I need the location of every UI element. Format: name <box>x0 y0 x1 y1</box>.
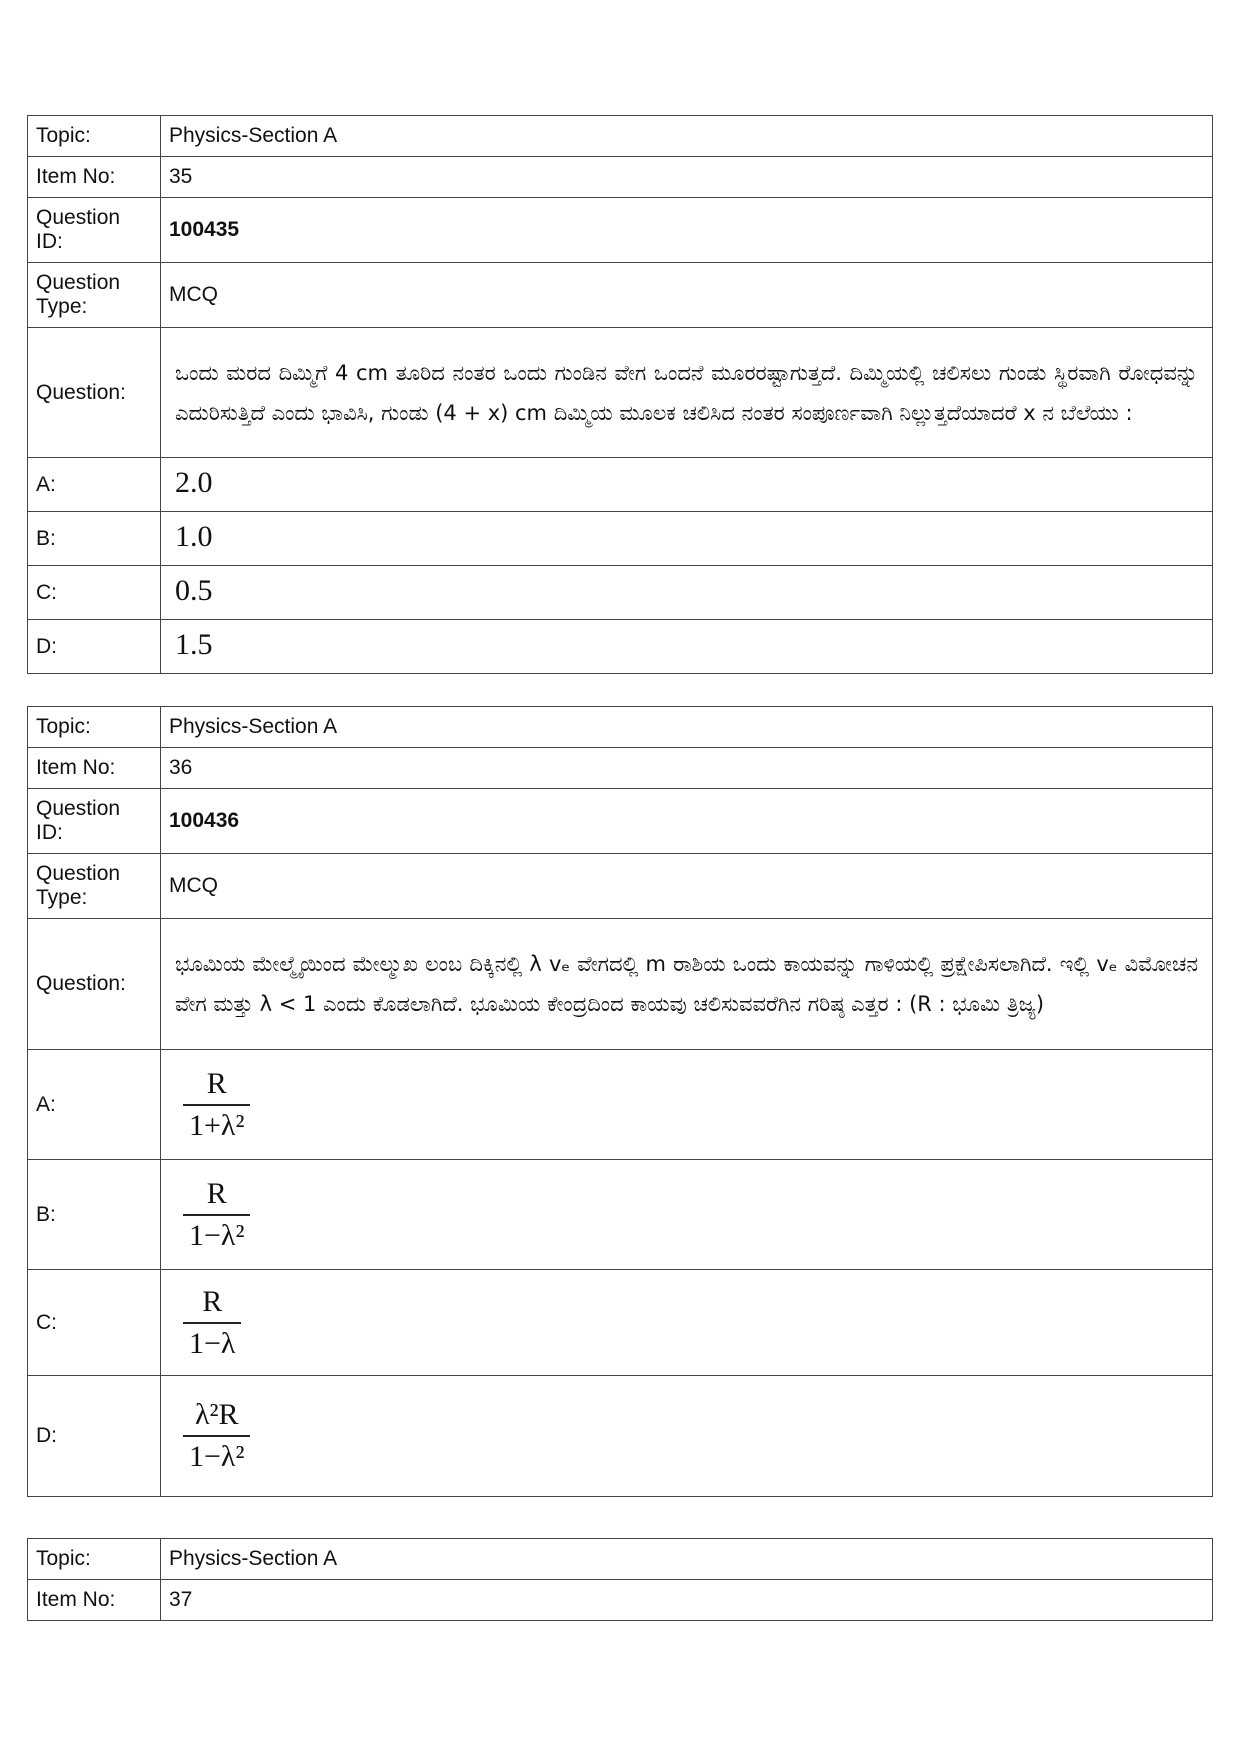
item-no-label: Item No: <box>28 748 161 789</box>
option-label-c: C: <box>28 566 161 620</box>
option-label-a: A: <box>28 458 161 512</box>
question-label: Question: <box>28 328 161 458</box>
option-label-c: C: <box>28 1270 161 1376</box>
option-value-c: 0.5 <box>175 574 213 607</box>
fraction-denominator: 1−λ <box>183 1322 241 1362</box>
question-card-36 <box>27 706 1213 1497</box>
fraction-denominator: 1+λ² <box>183 1104 250 1144</box>
question-text: ಭೂಮಿಯ ಮೇಲ್ಮೈಯಿಂದ ಮೇಲ್ಮುಖ ಲಂಬ ದಿಕ್ಕಿನಲ್ಲಿ λ vₑ ವೇಗದಲ್ಲಿ m ರಾಶಿಯ ಒಂದು ಕಾಯವನ್ನು ಗಾಳಿಯಲ್ಲಿ ಪ್ರಕ್ಷೇಪಿಸಲಾಗಿದೆ. ಇಲ್ಲಿ vₑ ವಿಮೋಚನ ವೇಗ ಮತ್ತು λ < 1 ಎಂದು ಕೊಡಲಾಗಿದೆ. ಭೂಮಿಯ ಕೇಂದ್ರದಿಂದ ಕಾಯವು ಚಲಿಸುವವರೆಗಿನ ಗರಿಷ್ಠ ಎತ್ತರ : (R : ಭೂಮಿ ತ್ರಿಜ್ಯ) <box>175 952 1198 1016</box>
fraction-numerator: R <box>202 1284 223 1318</box>
question-text: ಒಂದು ಮರದ ದಿಮ್ಮಿಗೆ 4 cm ತೂರಿದ ನಂತರ ಒಂದು ಗುಂಡಿನ ವೇಗ ಒಂದನೆ ಮೂರರಷ್ಟಾಗುತ್ತದೆ. ದಿಮ್ಮಿಯಲ್ಲಿ ಚಲಿಸಲು ಗುಂಡು ಸ್ಥಿರವಾಗಿ ರೋಧವನ್ನು ಎದುರಿಸುತ್ತಿದೆ ಎಂದು ಭಾವಿಸಿ, ಗುಂಡು (4 + x) cm ದಿಮ್ಮಿಯ ಮೂಲಕ ಚಲಿಸಿದ ನಂತರ ಸಂಪೂರ್ಣವಾಗಿ ನಿಲ್ಲುತ್ತದೆಯಾದರೆ x ನ ಬೆಲೆಯು : <box>175 360 1198 425</box>
fraction-numerator: R <box>206 1066 227 1100</box>
option-label-d: D: <box>28 620 161 674</box>
option-fraction-b <box>183 1176 250 1254</box>
option-fraction-a <box>183 1066 250 1144</box>
topic-label: Topic: <box>28 116 161 157</box>
fraction-numerator: R <box>206 1176 227 1210</box>
question-type-label: Question Type: <box>28 854 161 919</box>
question-label: Question: <box>28 919 161 1050</box>
topic-label: Topic: <box>28 707 161 748</box>
option-fraction-d <box>183 1397 250 1475</box>
fraction-denominator: 1−λ² <box>183 1214 250 1254</box>
item-no-value: 37 <box>161 1580 1213 1621</box>
option-value-a: 2.0 <box>175 466 213 499</box>
topic-value: Physics-Section A <box>161 1539 1213 1580</box>
question-card-37 <box>27 1538 1213 1621</box>
option-label-d: D: <box>28 1376 161 1497</box>
question-type-value: MCQ <box>161 263 1213 328</box>
item-no-label: Item No: <box>28 157 161 198</box>
fraction-denominator: 1−λ² <box>183 1435 250 1475</box>
option-label-b: B: <box>28 1160 161 1270</box>
question-type-value: MCQ <box>161 854 1213 919</box>
option-label-b: B: <box>28 512 161 566</box>
item-no-label: Item No: <box>28 1580 161 1621</box>
question-id-label: Question ID: <box>28 198 161 263</box>
item-no-value: 35 <box>161 157 1213 198</box>
option-value-b: 1.0 <box>175 520 213 553</box>
question-card-35 <box>27 115 1213 674</box>
question-id-value: 100436 <box>161 789 1213 854</box>
question-type-label: Question Type: <box>28 263 161 328</box>
fraction-numerator: λ²R <box>194 1398 239 1431</box>
question-id-label: Question ID: <box>28 789 161 854</box>
topic-value: Physics-Section A <box>161 707 1213 748</box>
option-label-a: A: <box>28 1050 161 1160</box>
option-fraction-c <box>183 1284 241 1362</box>
question-id-value: 100435 <box>161 198 1213 263</box>
option-value-d: 1.5 <box>175 628 213 661</box>
topic-label: Topic: <box>28 1539 161 1580</box>
item-no-value: 36 <box>161 748 1213 789</box>
topic-value: Physics-Section A <box>161 116 1213 157</box>
